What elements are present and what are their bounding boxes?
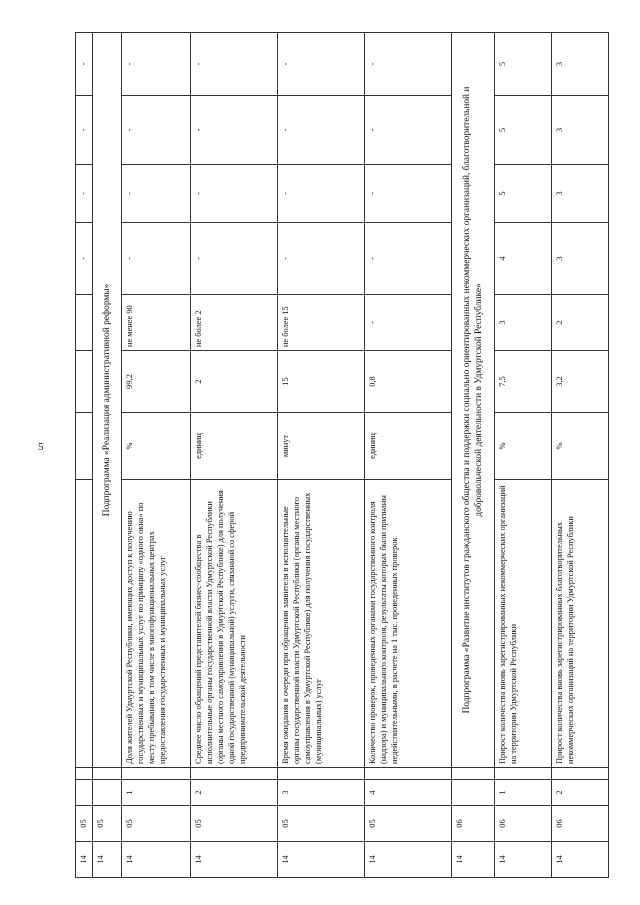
cell-c4 [495,768,552,780]
table-row [552,33,609,878]
cell-c4 [365,768,452,780]
cell-c2: 05 [278,806,365,842]
cell-indicator: Среднее число обращений представителей бизнес-сообщества в исполнительные органы государственной власти Удмуртской Республики (органы местного самоуправления в Удмуртской Республике) для получения одной государственной (муниципальной) услуги, связанной со сферой предпринимательской деятельности [191,480,278,768]
table-row-subprogram-header [93,33,122,878]
cell-c4 [93,768,122,780]
cell-v1: 0,8 [365,351,452,413]
cell-v5: 3 [552,96,609,165]
cell-indicator: Доля жителей Удмуртской Республики, имеющих доступ к получению государственных и муниципальных услуг по принципу «одного окна» по месту пребывания, в том числе в многофункциональных центрах предоставления государственных и муниципальных услуг [122,480,191,768]
cell-unit: % [495,413,552,480]
cell-c2: 05 [93,806,122,842]
cell-v3: - [76,223,93,295]
cell-unit: единиц [365,413,452,480]
cell-v1: 3,2 [552,351,609,413]
cell-c1: 14 [76,842,93,878]
cell-c1: 14 [278,842,365,878]
cell-v2: не более 15 [278,295,365,351]
cell-v4: - [278,165,365,223]
subprogram-title: Подпрограмма «Развитие институтов гражданского общества и поддержки социально ориентированных некоммерческих организаций, благотворительной и добровольческой деятельности в Удмуртской Республике» [452,33,495,768]
cell-v2: не менее 90 [122,295,191,351]
cell-v1: 15 [278,351,365,413]
cell-v3: - [278,223,365,295]
cell-c3: 1 [495,780,552,806]
cell-indicator: Время ожидания в очереди при обращении заявителя в исполнительные органы государственной власти Удмуртской Республики (органы местного самоуправления в Удмуртской Республике) для получения государственных (муниципальных) услуг [278,480,365,768]
cell-v6: - [278,33,365,96]
cell-indicator: Прирост количества вновь зарегистрированных некоммерческих организаций на территории Удмуртской Республики [495,480,552,768]
cell-c1: 14 [452,842,495,878]
cell-v1: 2 [191,351,278,413]
cell-c2: 06 [495,806,552,842]
cell-v3: - [122,223,191,295]
rotated-table-wrapper [75,33,615,878]
cell-c4 [76,768,93,780]
cell-unit: минут [278,413,365,480]
cell-v4: - [191,165,278,223]
cell-unit: % [552,413,609,480]
cell-v4: - [76,165,93,223]
subprogram-title: Подпрограмма «Реализация административной реформы» [93,33,122,768]
cell-c2: 05 [365,806,452,842]
cell-c2: 06 [552,806,609,842]
cell-c4 [122,768,191,780]
cell-v3: 3 [552,223,609,295]
cell-v3: - [365,223,452,295]
cell-v6: 3 [552,33,609,96]
cell-c2: 05 [122,806,191,842]
cell-v2: - [365,295,452,351]
cell-c1: 14 [552,842,609,878]
table-row [191,33,278,878]
cell-indicator: Количество проверок, проведенных органами государственного контроля (надзора) и муниципального контроля, результаты которых были признаны недействительными, в расчете на 1 тыс. проведенных проверок [365,480,452,768]
cell-c3 [93,780,122,806]
cell-v3: 4 [495,223,552,295]
cell-c3 [452,780,495,806]
cell-v6: - [122,33,191,96]
table-row [495,33,552,878]
cell-c4 [278,768,365,780]
cell-unit: единиц [191,413,278,480]
cell-v4: 5 [495,165,552,223]
cell-v6: - [76,33,93,96]
cell-c1: 14 [495,842,552,878]
cell-c1: 14 [191,842,278,878]
cell-v6: - [365,33,452,96]
cell-unit: % [122,413,191,480]
table-row [76,33,93,878]
indicators-table [75,32,609,878]
page-number: 5 [38,441,44,453]
table-row [365,33,452,878]
cell-c1: 14 [122,842,191,878]
cell-c4 [552,768,609,780]
cell-v2: 3 [495,295,552,351]
cell-c2: 06 [452,806,495,842]
cell-v1: 99,2 [122,351,191,413]
table-row-subprogram-header [452,33,495,878]
cell-v4: - [122,165,191,223]
cell-v2: 2 [552,295,609,351]
table-row [278,33,365,878]
cell-v6: 5 [495,33,552,96]
cell-v6: - [191,33,278,96]
cell-c2: 05 [76,806,93,842]
cell-c1: 14 [365,842,452,878]
cell-v1 [76,351,93,413]
cell-v2: не более 2 [191,295,278,351]
cell-c3: 2 [191,780,278,806]
cell-indicator [76,480,93,768]
cell-v5: - [278,96,365,165]
cell-v3: - [191,223,278,295]
cell-indicator: Прирост количества вновь зарегистрированных благотворительных некоммерческих организаций на территории Удмуртской Республики [552,480,609,768]
cell-c4 [191,768,278,780]
cell-c3: 4 [365,780,452,806]
cell-c1: 14 [93,842,122,878]
cell-v5: - [76,96,93,165]
cell-v5: - [191,96,278,165]
cell-c3 [76,780,93,806]
cell-v5: 5 [495,96,552,165]
cell-c3: 2 [552,780,609,806]
cell-v4: 3 [552,165,609,223]
cell-v2 [76,295,93,351]
cell-c3: 1 [122,780,191,806]
table-row [122,33,191,878]
cell-unit [76,413,93,480]
cell-c2: 05 [191,806,278,842]
cell-v1: 7,5 [495,351,552,413]
cell-c3: 3 [278,780,365,806]
cell-c4 [452,768,495,780]
cell-v5: - [122,96,191,165]
cell-v4: - [365,165,452,223]
cell-v5: - [365,96,452,165]
